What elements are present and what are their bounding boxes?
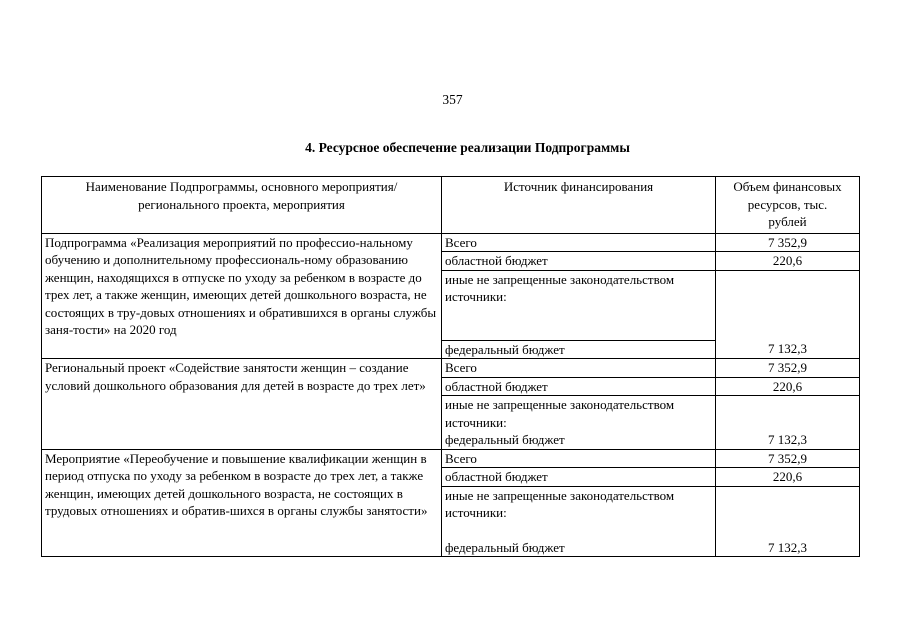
source-total: Всего — [442, 449, 716, 468]
header-volume: Объем финансовых ресурсов, тыс. рублей — [716, 177, 860, 234]
source-regional: областной бюджет — [442, 252, 716, 271]
value-regional: 220,6 — [716, 468, 860, 487]
source-federal: федеральный бюджет — [442, 340, 716, 359]
source-regional: областной бюджет — [442, 377, 716, 396]
source-other: иные не запрещенные законодательством источники: — [442, 396, 716, 432]
table-row — [42, 233, 860, 252]
value-total: 7 352,9 — [716, 233, 860, 252]
header-name: Наименование Подпрограммы, основного мероприятия/ регионального проекта, мероприятия — [42, 177, 442, 234]
resource-table — [41, 176, 860, 557]
source-regional: областной бюджет — [442, 468, 716, 487]
source-total: Всего — [442, 233, 716, 252]
value-regional: 220,6 — [716, 252, 860, 271]
row-name: Мероприятие «Переобучение и повышение квалификации женщин в период отпуска по уходу за ребенком в возрасте до трех лет, а также женщин, имеющих детей дошкольного возраста, не состоящих в трудовых отношениях и обратив-шихся в органы службы занятости» — [42, 449, 442, 557]
row-name: Подпрограмма «Реализация мероприятий по профессио-нальному обучению и дополнительному профессиональ-ному образованию женщин, находящихся в отпуске по уходу за ребенком в возрасте до трех лет, а также женщин, имеющих детей дошкольного возраста, не состоящих в тру-довых отношениях и обратившихся в органы службы заня-тости» на 2020 год — [42, 233, 442, 359]
value-federal: 7 132,3 — [716, 431, 860, 449]
value-other-empty — [716, 486, 860, 539]
section-title: 4. Ресурсное обеспечение реализации Подпрограммы — [305, 140, 630, 155]
value-other-empty — [716, 396, 860, 432]
value-regional: 220,6 — [716, 377, 860, 396]
table-row — [42, 449, 860, 468]
table-header-row — [42, 177, 860, 234]
value-total: 7 352,9 — [716, 449, 860, 468]
value-total: 7 352,9 — [716, 359, 860, 378]
source-other: иные не запрещенные законодательством источники: — [442, 270, 716, 340]
value-federal: 7 132,3 — [716, 539, 860, 557]
source-total: Всего — [442, 359, 716, 378]
value-federal: 7 132,3 — [716, 340, 860, 359]
source-other: иные не запрещенные законодательством источники: — [442, 486, 716, 539]
source-federal: федеральный бюджет — [442, 539, 716, 557]
table-row — [42, 359, 860, 378]
value-other-empty — [716, 270, 860, 340]
page-number: 357 — [442, 92, 463, 107]
header-source: Источник финансирования — [442, 177, 716, 234]
source-federal: федеральный бюджет — [442, 431, 716, 449]
row-name: Региональный проект «Содействие занятости женщин – создание условий дошкольного образования для детей в возрасте до трех лет» — [42, 359, 442, 450]
